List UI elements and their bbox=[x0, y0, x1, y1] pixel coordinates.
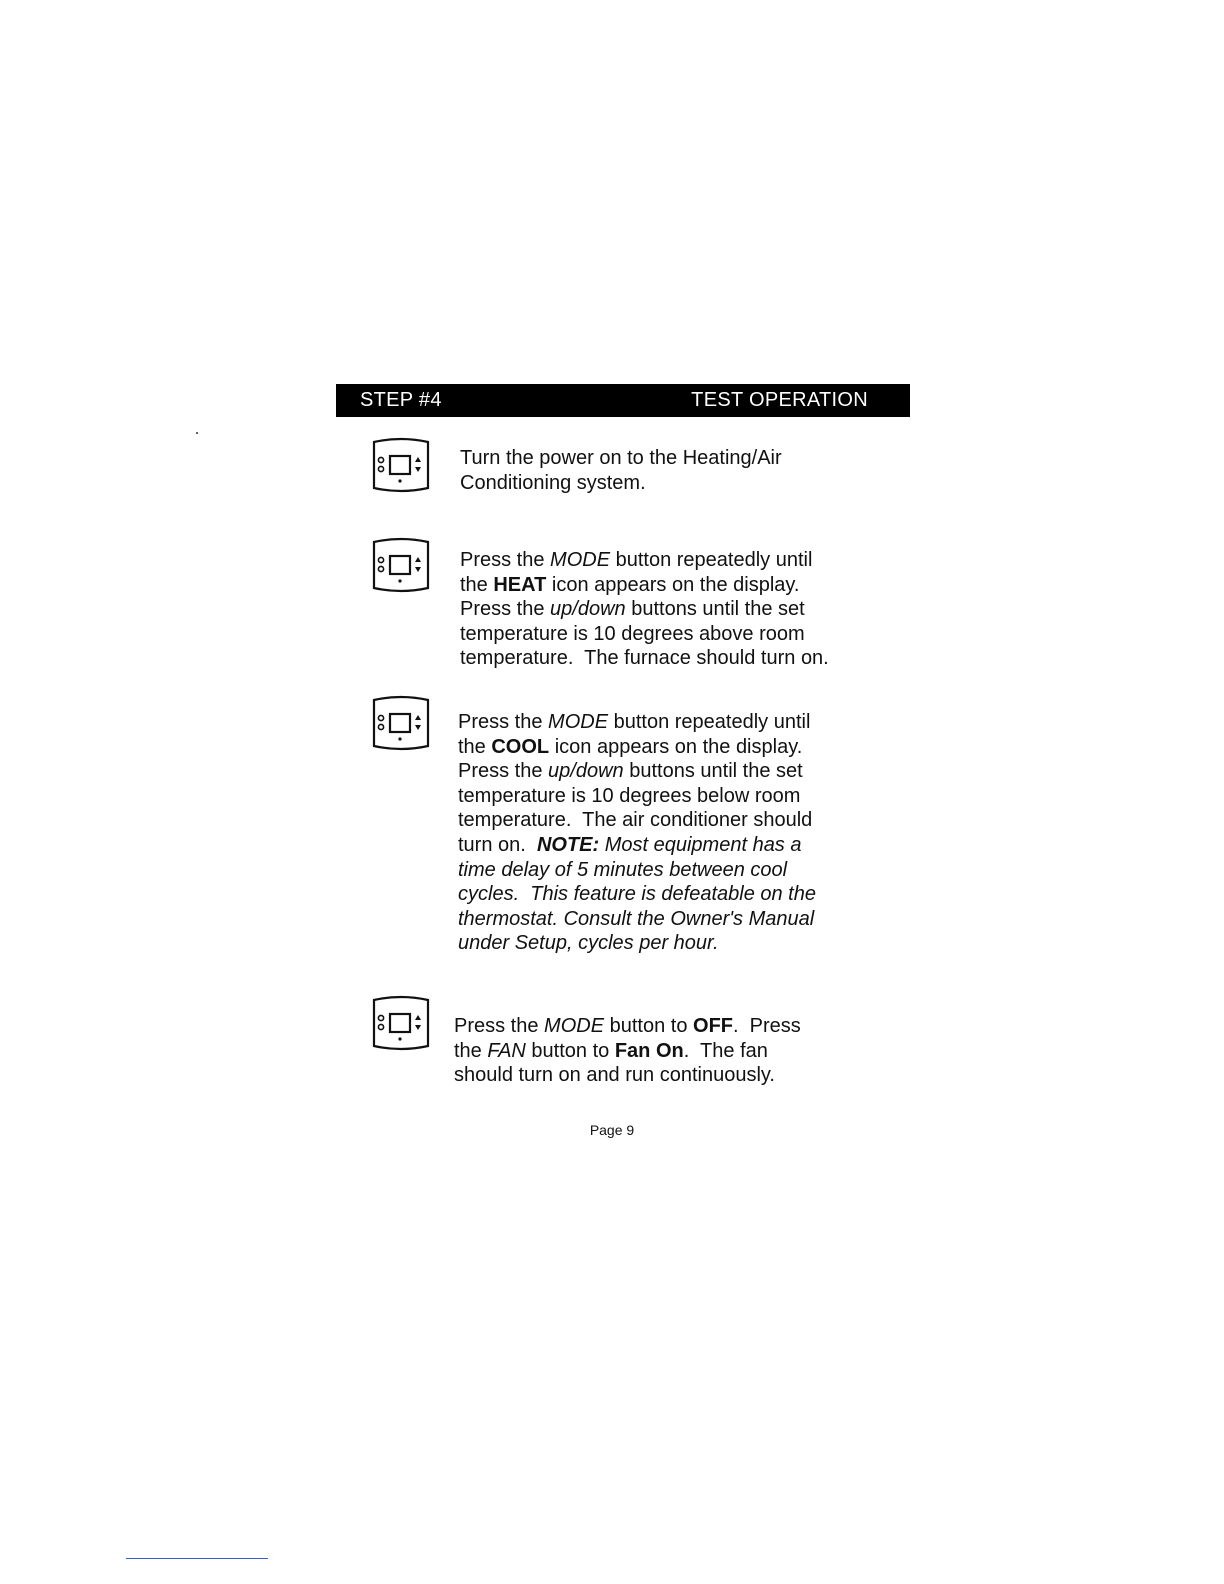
footer-rule bbox=[126, 1558, 268, 1559]
step-number: STEP #4 bbox=[360, 389, 442, 411]
thermostat-icon bbox=[370, 536, 432, 596]
step-1-text: Turn the power on to the Heating/Air Conditioning system. bbox=[460, 447, 782, 494]
page-number: Page 9 bbox=[589, 1122, 635, 1138]
step-3-text: Press the MODE button repeatedly until the COOL icon appears on the display. Press the up/down buttons until the set temperature is 10 degrees below room temperature. The air conditioner should turn on. NOTE: Most equipment has a time delay of 5 minutes between cool cycles. This feature is defeatable on the thermostat. Consult the Owner's Manual under Setup, cycles per hour. bbox=[458, 711, 816, 955]
step-2-text: Press the MODE button repeatedly until the HEAT icon appears on the display. Press the up/down buttons until the set temperature is 10 degrees above room temperature. The furnace should turn on. bbox=[460, 549, 829, 670]
thermostat-icon bbox=[370, 994, 432, 1054]
section-title: TEST OPERATION bbox=[691, 389, 868, 411]
scan-speck bbox=[196, 432, 198, 434]
thermostat-icon bbox=[370, 436, 432, 496]
section-header-bar bbox=[336, 384, 910, 417]
step-4-text: Press the MODE button to OFF. Press the FAN button to Fan On. The fan should turn on and run continuously. bbox=[454, 1015, 801, 1087]
thermostat-icon bbox=[370, 694, 432, 754]
